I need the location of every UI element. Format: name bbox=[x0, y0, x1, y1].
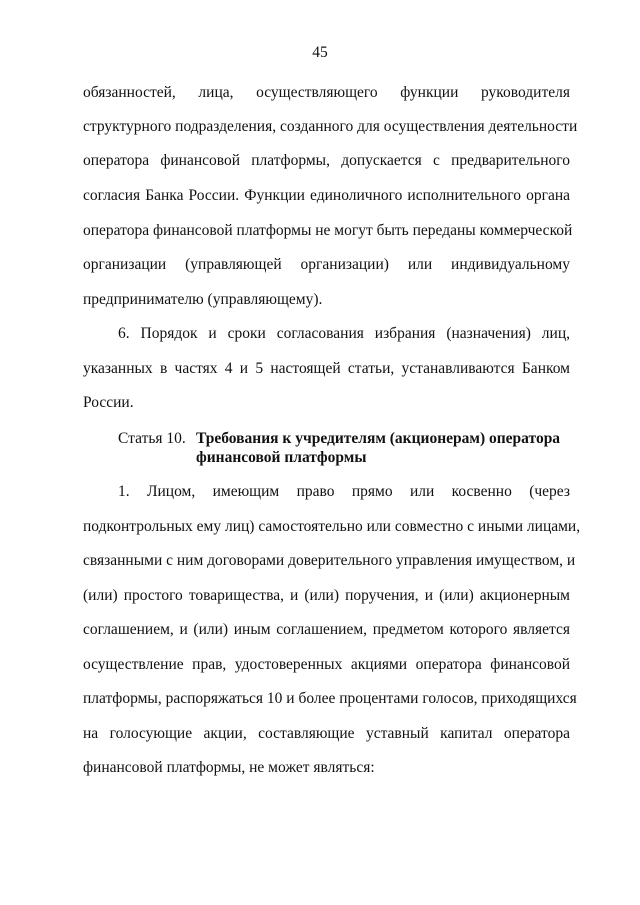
text-line: структурного подразделения, созданного для осуществления деятельности bbox=[83, 118, 578, 135]
article-heading bbox=[118, 429, 570, 467]
text-line: осуществление прав, удостоверенных акциями оператора финансовой bbox=[83, 656, 570, 673]
article-label: Статья 10. bbox=[118, 430, 186, 447]
paragraph-start: 1. Лицом, имеющим право прямо или косвенно (через bbox=[118, 483, 570, 500]
paragraph-start: 6. Порядок и сроки согласования избрания (назначения) лиц, bbox=[118, 325, 570, 342]
text-line: оператора финансовой платформы не могут быть переданы коммерческой bbox=[83, 222, 573, 239]
text-line: платформы, распоряжаться 10 и более процентами голосов, приходящихся bbox=[83, 690, 577, 707]
text-line: соглашением, и (или) иным соглашением, предметом которого является bbox=[83, 621, 570, 638]
text-line: связанными с ним договорами доверительного управления имуществом, и bbox=[83, 552, 576, 569]
article-title-line: финансовой платформы bbox=[196, 449, 367, 466]
text-line: предпринимателю (управляющему). bbox=[83, 291, 323, 308]
text-line: согласия Банка России. Функции единоличного исполнительного органа bbox=[83, 187, 570, 204]
text-line: (или) простого товарищества, и (или) поручения, и (или) акционерным bbox=[83, 587, 570, 604]
text-line: подконтрольных ему лиц) самостоятельно или совместно с иными лицами, bbox=[83, 518, 581, 535]
text-line: обязанностей, лица, осуществляющего функции руководителя bbox=[83, 84, 570, 101]
text-line: организации (управляющей организации) или индивидуальному bbox=[83, 256, 570, 273]
text-line: на голосующие акции, составляющие уставный капитал оператора bbox=[83, 725, 570, 742]
text-line: России. bbox=[83, 394, 134, 411]
article-title-line: Требования к учредителям (акционерам) оператора bbox=[196, 430, 561, 447]
text-line: финансовой платформы, не может являться: bbox=[83, 759, 375, 776]
text-line: указанных в частях 4 и 5 настоящей статьи, устанавливаются Банком bbox=[83, 360, 570, 377]
text-line: оператора финансовой платформы, допускается с предварительного bbox=[83, 152, 570, 169]
page-number: 45 bbox=[312, 44, 328, 61]
